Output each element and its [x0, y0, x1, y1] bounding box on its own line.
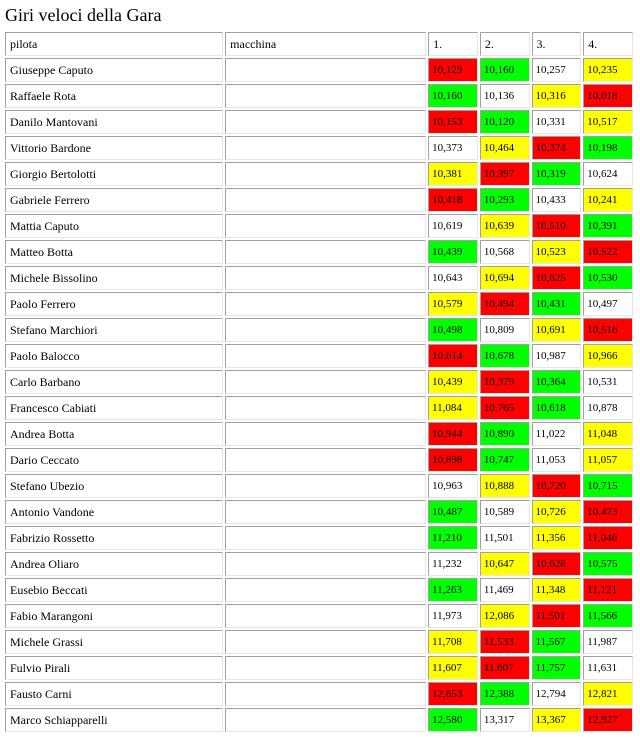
lap-time-cell: 11,084	[428, 396, 478, 420]
pilot-name-cell: Gabriele Ferrero	[5, 188, 223, 212]
header-lap-1: 1.	[428, 32, 478, 56]
lap-time-cell: 10,628	[532, 552, 582, 576]
lap-time-cell: 10,374	[532, 136, 582, 160]
lap-time-cell: 12,580	[428, 708, 478, 732]
lap-time-cell: 10,715	[583, 474, 633, 498]
car-cell	[225, 396, 426, 420]
lap-time-cell: 10,614	[428, 344, 478, 368]
car-cell	[225, 578, 426, 602]
pilot-name-cell: Matteo Botta	[5, 240, 223, 264]
lap-time-cell: 10,523	[532, 240, 582, 264]
table-row	[5, 630, 633, 654]
lap-time-cell: 11,348	[532, 578, 582, 602]
car-cell	[225, 162, 426, 186]
pilot-name-cell: Stefano Marchiori	[5, 318, 223, 342]
lap-time-cell: 11,607	[428, 656, 478, 680]
lap-time-cell: 12,821	[583, 682, 633, 706]
table-row	[5, 240, 633, 264]
car-cell	[225, 266, 426, 290]
pilot-name-cell: Fausto Carni	[5, 682, 223, 706]
table-row	[5, 214, 633, 238]
lap-time-cell: 11,232	[428, 552, 478, 576]
table-row	[5, 344, 633, 368]
lap-time-cell: 10,498	[428, 318, 478, 342]
table-row	[5, 266, 633, 290]
car-cell	[225, 630, 426, 654]
lap-time-cell: 12,388	[480, 682, 530, 706]
lap-time-cell: 11,057	[583, 448, 633, 472]
pilot-name-cell: Carlo Barbano	[5, 370, 223, 394]
lap-time-cell: 10,639	[480, 214, 530, 238]
lap-time-cell: 10,516	[583, 318, 633, 342]
lap-time-cell: 10,809	[480, 318, 530, 342]
header-car: macchina	[225, 32, 426, 56]
pilot-name-cell: Marco Schiapparelli	[5, 708, 223, 732]
pilot-name-cell: Fabio Marangoni	[5, 604, 223, 628]
fast-laps-table	[3, 30, 635, 734]
lap-time-cell: 11,987	[583, 630, 633, 654]
header-lap-3: 3.	[532, 32, 582, 56]
table-row	[5, 708, 633, 732]
lap-time-cell: 11,631	[583, 656, 633, 680]
pilot-name-cell: Giorgio Bertolotti	[5, 162, 223, 186]
lap-time-cell: 10,966	[583, 344, 633, 368]
car-cell	[225, 682, 426, 706]
lap-time-cell: 11,757	[532, 656, 582, 680]
lap-time-cell: 10,018	[583, 84, 633, 108]
lap-time-cell: 10,765	[480, 396, 530, 420]
lap-time-cell: 10,316	[532, 84, 582, 108]
pilot-name-cell: Paolo Ferrero	[5, 292, 223, 316]
lap-time-cell: 10,678	[480, 344, 530, 368]
car-cell	[225, 344, 426, 368]
car-cell	[225, 526, 426, 550]
lap-time-cell: 10,160	[428, 84, 478, 108]
pilot-name-cell: Antonio Vandone	[5, 500, 223, 524]
lap-time-cell: 10,293	[480, 188, 530, 212]
lap-time-cell: 10,619	[428, 214, 478, 238]
lap-time-cell: 10,439	[428, 370, 478, 394]
lap-time-cell: 10,464	[480, 136, 530, 160]
table-row	[5, 188, 633, 212]
table-row	[5, 370, 633, 394]
table-row	[5, 474, 633, 498]
pilot-name-cell: Stefano Ubezio	[5, 474, 223, 498]
lap-time-cell: 10,589	[480, 500, 530, 524]
lap-time-cell: 10,153	[428, 110, 478, 134]
lap-time-cell: 10,720	[532, 474, 582, 498]
lap-time-cell: 10,439	[428, 240, 478, 264]
header-lap-4: 4.	[583, 32, 633, 56]
lap-time-cell: 10,198	[583, 136, 633, 160]
car-cell	[225, 110, 426, 134]
lap-time-cell: 10,726	[532, 500, 582, 524]
car-cell	[225, 500, 426, 524]
lap-time-cell: 10,963	[428, 474, 478, 498]
lap-time-cell: 11,053	[532, 448, 582, 472]
lap-time-cell: 11,048	[583, 422, 633, 446]
lap-time-cell: 11,973	[428, 604, 478, 628]
pilot-name-cell: Fulvio Pirali	[5, 656, 223, 680]
pilot-name-cell: Giuseppe Caputo	[5, 58, 223, 82]
lap-time-cell: 10,319	[532, 162, 582, 186]
lap-time-cell: 10,364	[532, 370, 582, 394]
lap-time-cell: 11,566	[583, 604, 633, 628]
lap-time-cell: 11,022	[532, 422, 582, 446]
pilot-name-cell: Raffaele Rota	[5, 84, 223, 108]
lap-time-cell: 10,579	[428, 292, 478, 316]
lap-time-cell: 10,373	[428, 136, 478, 160]
table-row	[5, 318, 633, 342]
pilot-name-cell: Paolo Balocco	[5, 344, 223, 368]
lap-time-cell: 10,397	[480, 162, 530, 186]
car-cell	[225, 292, 426, 316]
lap-time-cell: 10,241	[583, 188, 633, 212]
lap-time-cell: 10,522	[583, 240, 633, 264]
pilot-name-cell: Vittorio Bardone	[5, 136, 223, 160]
lap-time-cell: 10,643	[428, 266, 478, 290]
lap-time-cell: 11,708	[428, 630, 478, 654]
lap-time-cell: 10,433	[532, 188, 582, 212]
lap-time-cell: 10,531	[583, 370, 633, 394]
car-cell	[225, 552, 426, 576]
car-cell	[225, 448, 426, 472]
lap-time-cell: 10,331	[532, 110, 582, 134]
table-row	[5, 110, 633, 134]
table-row	[5, 500, 633, 524]
lap-time-cell: 11,121	[583, 578, 633, 602]
lap-time-cell: 11,607	[480, 656, 530, 680]
car-cell	[225, 58, 426, 82]
car-cell	[225, 370, 426, 394]
lap-time-cell: 10,888	[480, 474, 530, 498]
lap-time-cell: 13,367	[532, 708, 582, 732]
lap-time-cell: 10,747	[480, 448, 530, 472]
lap-time-cell: 10,160	[480, 58, 530, 82]
lap-time-cell: 10,494	[480, 292, 530, 316]
car-cell	[225, 708, 426, 732]
pilot-name-cell: Fabrizio Rossetto	[5, 526, 223, 550]
lap-time-cell: 10,381	[428, 162, 478, 186]
lap-time-cell: 11,356	[532, 526, 582, 550]
lap-time-cell: 10,568	[480, 240, 530, 264]
lap-time-cell: 10,878	[583, 396, 633, 420]
lap-time-cell: 10,625	[532, 266, 582, 290]
lap-time-cell: 11,533	[480, 630, 530, 654]
lap-time-cell: 11,501	[480, 526, 530, 550]
table-row	[5, 84, 633, 108]
lap-time-cell: 10,510	[532, 214, 582, 238]
table-row	[5, 448, 633, 472]
car-cell	[225, 656, 426, 680]
pilot-name-cell: Eusebio Beccati	[5, 578, 223, 602]
lap-time-cell: 10,431	[532, 292, 582, 316]
pilot-name-cell: Andrea Oliaro	[5, 552, 223, 576]
table-row	[5, 58, 633, 82]
lap-time-cell: 10,257	[532, 58, 582, 82]
pilot-name-cell: Francesco Cabiati	[5, 396, 223, 420]
lap-time-cell: 10,647	[480, 552, 530, 576]
lap-time-cell: 11,469	[480, 578, 530, 602]
table-row	[5, 656, 633, 680]
table-body	[5, 58, 633, 732]
lap-time-cell: 11,501	[532, 604, 582, 628]
table-row	[5, 396, 633, 420]
lap-time-cell: 11,567	[532, 630, 582, 654]
pilot-name-cell: Mattia Caputo	[5, 214, 223, 238]
lap-time-cell: 10,944	[428, 422, 478, 446]
car-cell	[225, 604, 426, 628]
car-cell	[225, 240, 426, 264]
lap-time-cell: 10,517	[583, 110, 633, 134]
lap-time-cell: 10,379	[480, 370, 530, 394]
lap-time-cell: 10,987	[532, 344, 582, 368]
lap-time-cell: 10,235	[583, 58, 633, 82]
table-row	[5, 526, 633, 550]
lap-time-cell: 10,136	[480, 84, 530, 108]
table-row	[5, 422, 633, 446]
car-cell	[225, 318, 426, 342]
pilot-name-cell: Michele Grassi	[5, 630, 223, 654]
car-cell	[225, 136, 426, 160]
table-row	[5, 578, 633, 602]
lap-time-cell: 12,927	[583, 708, 633, 732]
lap-time-cell: 10,691	[532, 318, 582, 342]
page-title: Giri veloci della Gara	[5, 5, 162, 25]
lap-time-cell: 11,210	[428, 526, 478, 550]
lap-time-cell: 10,487	[428, 500, 478, 524]
lap-time-cell: 10,575	[583, 552, 633, 576]
car-cell	[225, 422, 426, 446]
lap-time-cell: 10,497	[583, 292, 633, 316]
lap-time-cell: 10,624	[583, 162, 633, 186]
lap-time-cell: 12,086	[480, 604, 530, 628]
lap-time-cell: 10,473	[583, 500, 633, 524]
pilot-name-cell: Dario Ceccato	[5, 448, 223, 472]
lap-time-cell: 10,129	[428, 58, 478, 82]
table-row	[5, 136, 633, 160]
table-row	[5, 162, 633, 186]
lap-time-cell: 10,890	[480, 422, 530, 446]
lap-time-cell: 10,391	[583, 214, 633, 238]
table-row	[5, 604, 633, 628]
lap-time-cell: 10,898	[428, 448, 478, 472]
car-cell	[225, 188, 426, 212]
car-cell	[225, 474, 426, 498]
table-row	[5, 682, 633, 706]
table-row	[5, 292, 633, 316]
table-row	[5, 552, 633, 576]
lap-time-cell: 10,418	[428, 188, 478, 212]
pilot-name-cell: Michele Bissolino	[5, 266, 223, 290]
lap-time-cell: 10,530	[583, 266, 633, 290]
header-pilot: pilota	[5, 32, 223, 56]
car-cell	[225, 214, 426, 238]
lap-time-cell: 13,317	[480, 708, 530, 732]
pilot-name-cell: Andrea Botta	[5, 422, 223, 446]
lap-time-cell: 10,694	[480, 266, 530, 290]
lap-time-cell: 10,120	[480, 110, 530, 134]
header-lap-2: 2.	[480, 32, 530, 56]
lap-time-cell: 10,618	[532, 396, 582, 420]
car-cell	[225, 84, 426, 108]
table-header-row	[5, 32, 633, 56]
lap-time-cell: 11,263	[428, 578, 478, 602]
lap-time-cell: 12,653	[428, 682, 478, 706]
pilot-name-cell: Danilo Mantovani	[5, 110, 223, 134]
lap-time-cell: 11,046	[583, 526, 633, 550]
lap-time-cell: 12,794	[532, 682, 582, 706]
